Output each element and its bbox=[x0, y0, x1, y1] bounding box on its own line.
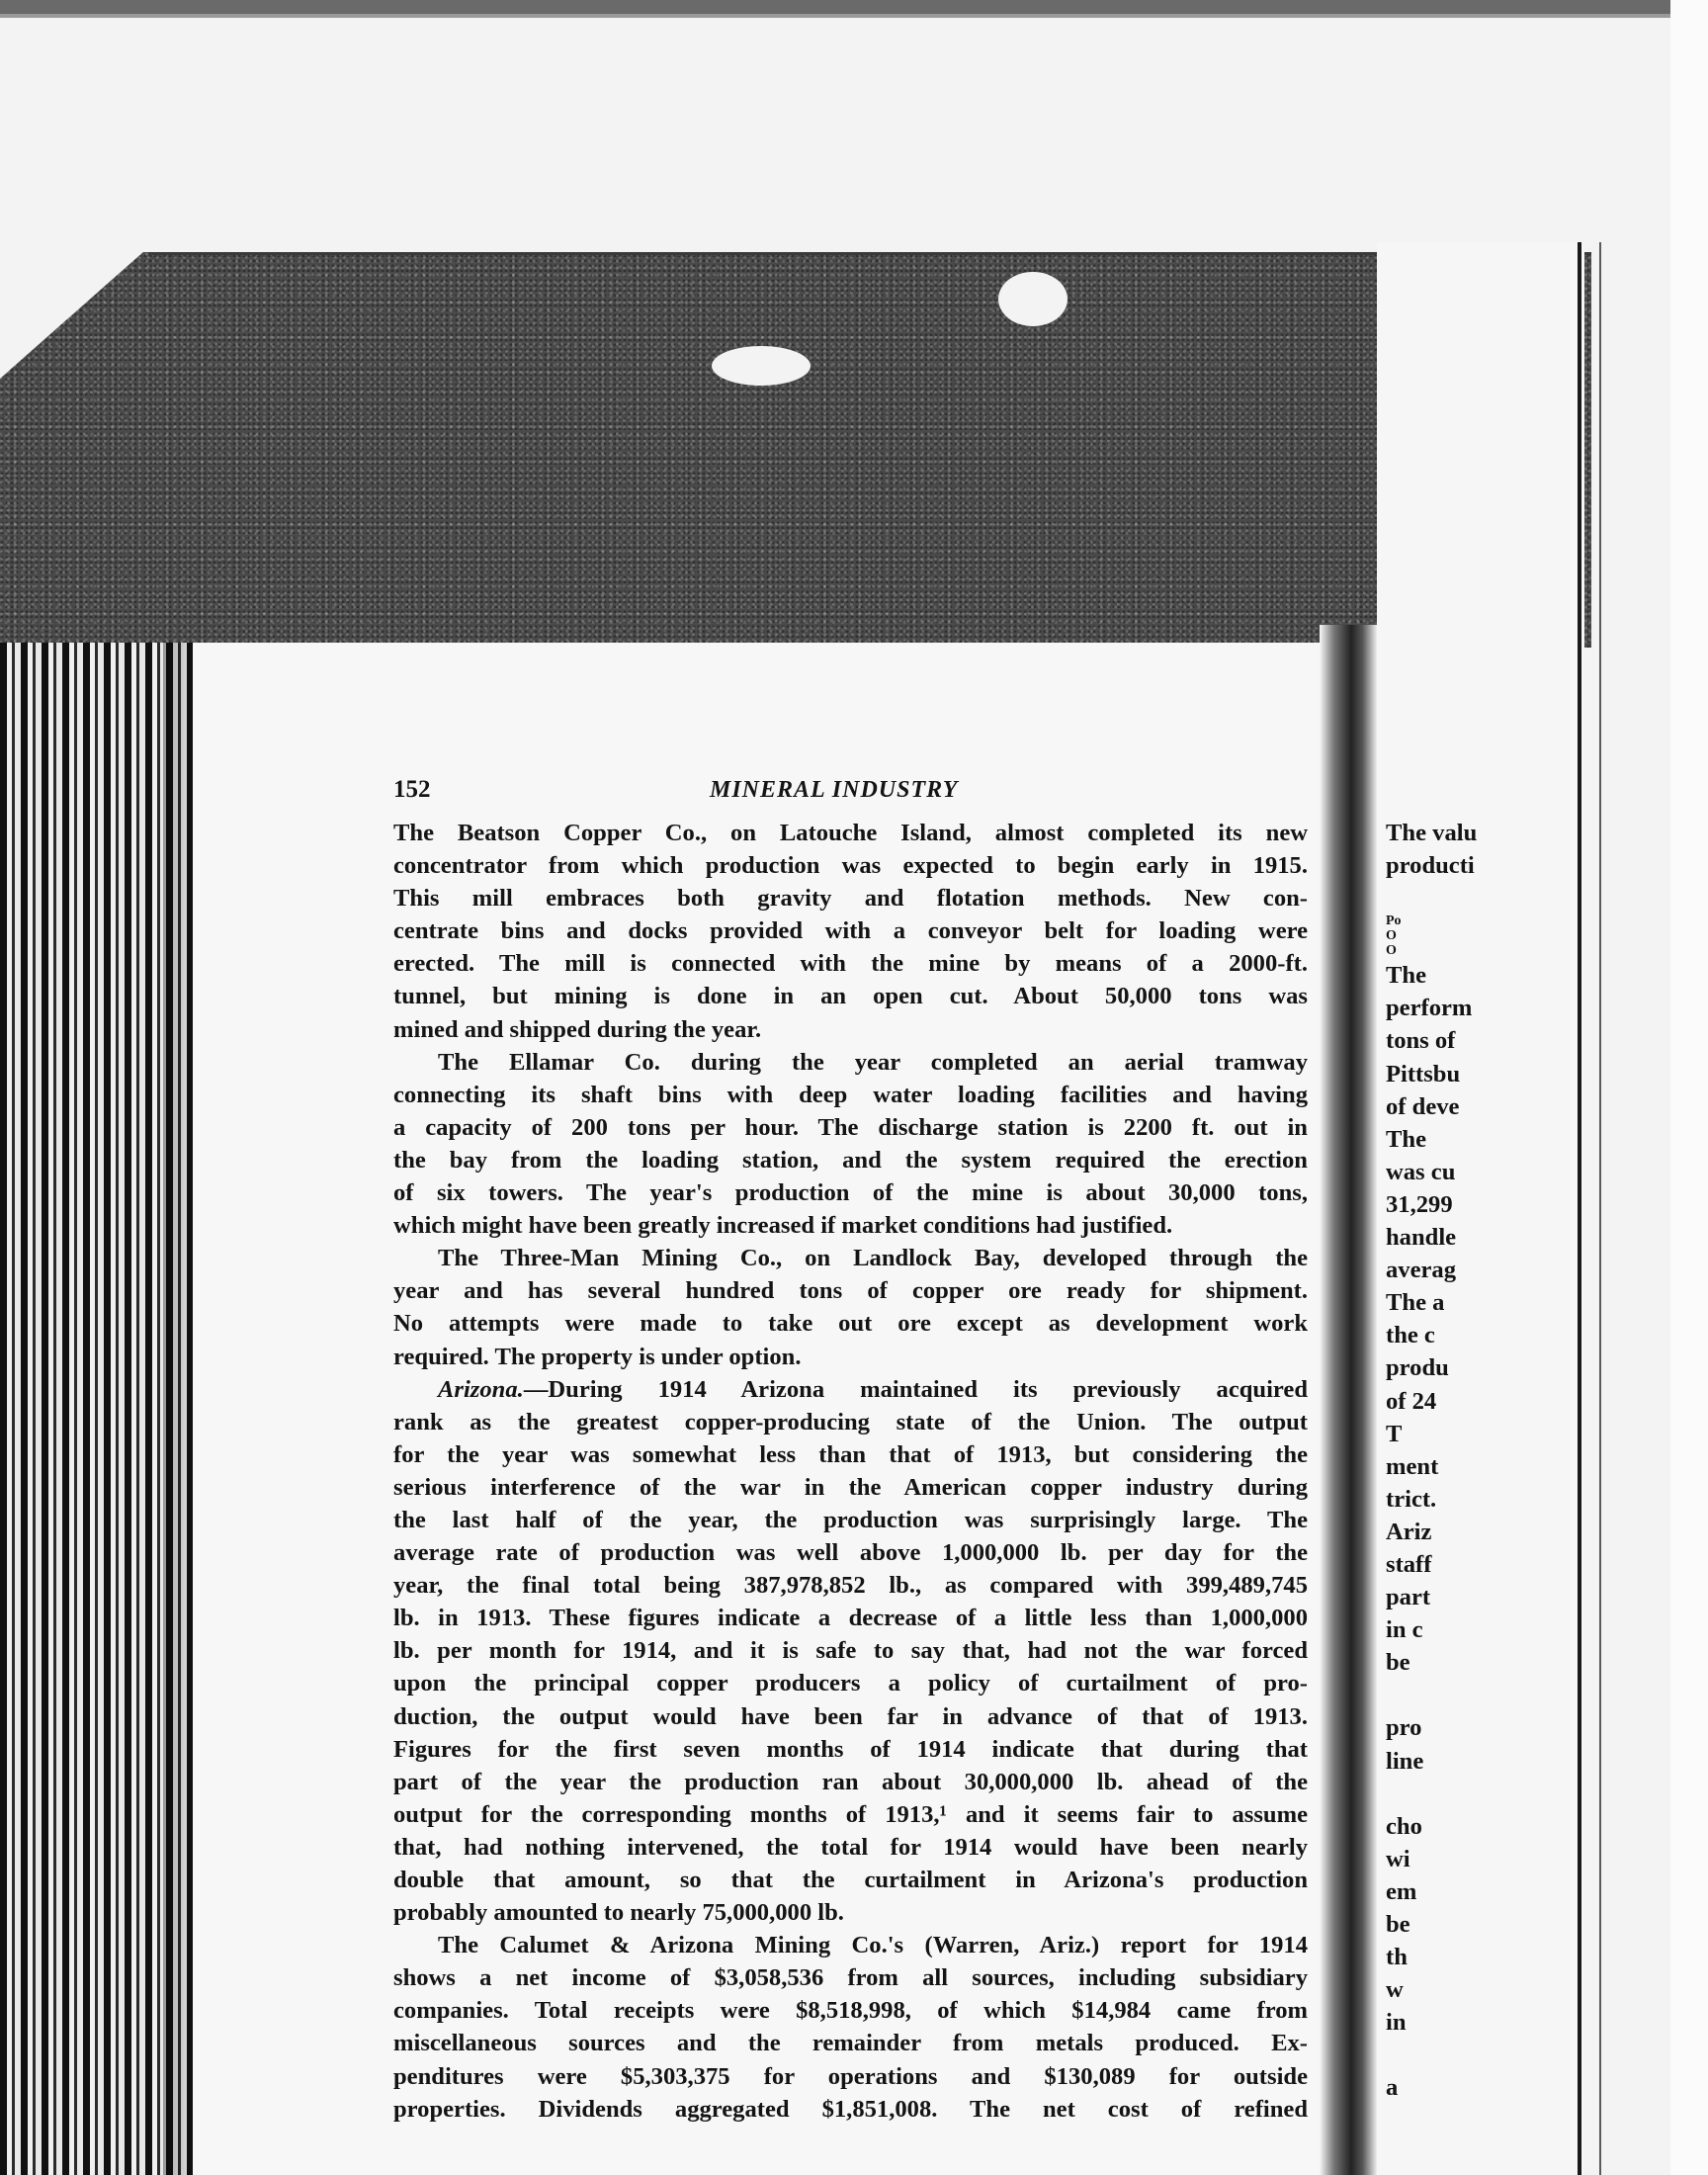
text-line-content: double that amount, so that the curtailment in Arizona's production bbox=[393, 1867, 1308, 1893]
fragment-line: be bbox=[1386, 1911, 1410, 1938]
text-line-content: required. The property is under option. bbox=[393, 1343, 802, 1370]
text-line bbox=[393, 1961, 1308, 1994]
fragment-line: O bbox=[1386, 943, 1397, 959]
running-head: MINERAL INDUSTRY bbox=[710, 777, 959, 803]
text-line bbox=[393, 947, 1308, 980]
fragment-line bbox=[1386, 2039, 1514, 2071]
text-line bbox=[393, 1341, 1308, 1373]
text-line-content: The Ellamar Co. during the year completed an aerial tramway bbox=[438, 1048, 1308, 1076]
text-line bbox=[393, 1307, 1308, 1340]
text-line bbox=[393, 1536, 1308, 1569]
text-line bbox=[393, 1602, 1308, 1634]
page-header bbox=[393, 773, 1301, 807]
text-line bbox=[393, 1176, 1308, 1209]
fragment-line: producti bbox=[1386, 852, 1475, 880]
text-line bbox=[393, 1864, 1308, 1896]
binding-shadow bbox=[163, 643, 193, 2175]
text-line bbox=[393, 1700, 1308, 1733]
text-line bbox=[393, 980, 1308, 1012]
text-line-content: The Calumet & Arizona Mining Co.'s (Warren, Ariz.) report for 1914 bbox=[438, 1932, 1308, 1959]
text-line-content: duction, the output would have been far in advance of that of 1913. bbox=[393, 1702, 1308, 1730]
fragment-line: The bbox=[1386, 962, 1426, 990]
text-line bbox=[393, 1406, 1308, 1438]
text-line-content: The Three-Man Mining Co., on Landlock Bay, developed through the bbox=[438, 1245, 1308, 1272]
fragment-line: averag bbox=[1386, 1257, 1457, 1284]
fragment-line: pro bbox=[1386, 1714, 1422, 1742]
text-line-content: erected. The mill is connected with the mine by means of a 2000-ft. bbox=[393, 950, 1308, 978]
text-line-content: No attempts were made to take out ore except as development work bbox=[393, 1310, 1308, 1338]
text-line bbox=[393, 1242, 1308, 1274]
text-line-content: concentrator from which production was expected to begin early in 1915. bbox=[393, 852, 1308, 880]
text-line bbox=[393, 1013, 1308, 1046]
body-text bbox=[393, 817, 1308, 2126]
text-line-content: output for the corresponding months of 1913,¹ and it seems fair to assume bbox=[393, 1800, 1308, 1828]
text-line bbox=[393, 914, 1308, 947]
text-line bbox=[393, 2093, 1308, 2126]
text-line bbox=[393, 1634, 1308, 1667]
text-line bbox=[393, 1438, 1308, 1471]
text-line-content: for the year was somewhat less than that of 1913, but considering the bbox=[393, 1440, 1308, 1468]
fragment-line: staff bbox=[1386, 1550, 1432, 1578]
text-line-content: This mill embraces both gravity and flotation methods. New con- bbox=[393, 885, 1308, 913]
text-line-content: which might have been greatly increased if market conditions had justified. bbox=[393, 1212, 1173, 1240]
fragment-line: the c bbox=[1386, 1322, 1435, 1349]
text-line-content: centrate bins and docks provided with a conveyor belt for loading were bbox=[393, 917, 1308, 945]
text-line bbox=[393, 1209, 1308, 1242]
text-line bbox=[393, 817, 1308, 849]
text-line-content: penditures were $5,303,375 for operations and $130,089 for outside bbox=[393, 2062, 1308, 2090]
text-line-content: connecting its shaft bins with deep water loading facilities and having bbox=[393, 1081, 1308, 1108]
fragment-line: Po bbox=[1386, 914, 1402, 929]
paper-blot bbox=[998, 272, 1068, 326]
section-lead: Arizona. bbox=[438, 1375, 524, 1403]
page-number: 152 bbox=[393, 776, 431, 803]
fragment-line: th bbox=[1386, 1944, 1408, 1971]
text-line bbox=[393, 1046, 1308, 1079]
fragment-line: w bbox=[1386, 1976, 1404, 2004]
photocopy-dark-band bbox=[0, 252, 1591, 648]
text-line-content: The Beatson Copper Co., on Latouche Island, almost completed its new bbox=[393, 820, 1308, 846]
text-line bbox=[393, 1144, 1308, 1176]
text-line-content: serious interference of the war in the American copper industry during bbox=[393, 1473, 1308, 1501]
fragment-line: produ bbox=[1386, 1354, 1449, 1382]
text-line bbox=[393, 1569, 1308, 1602]
text-line bbox=[393, 1831, 1308, 1864]
text-line bbox=[393, 2060, 1308, 2093]
fragment-line: Pittsbu bbox=[1386, 1060, 1461, 1088]
text-line bbox=[393, 1798, 1308, 1831]
fragment-line: 31,299 bbox=[1386, 1190, 1453, 1218]
text-line-content: probably amounted to nearly 75,000,000 lb. bbox=[393, 1899, 844, 1927]
text-line-content: year, the final total being 387,978,852 lb., as compared with 399,489,745 bbox=[393, 1572, 1308, 1600]
page-edge-line bbox=[1599, 242, 1601, 2175]
fragment-line: The bbox=[1386, 1125, 1426, 1153]
text-line bbox=[393, 1274, 1308, 1307]
fragment-line: em bbox=[1386, 1877, 1417, 1905]
text-line bbox=[393, 1929, 1308, 1961]
fragment-line: was cu bbox=[1386, 1158, 1456, 1185]
text-line bbox=[393, 1504, 1308, 1536]
text-line-content: lb. per month for 1914, and it is safe to say that, had not the war forced bbox=[393, 1637, 1308, 1665]
page-edge-line bbox=[1578, 242, 1581, 2175]
fragment-line: O bbox=[1386, 928, 1397, 944]
text-line-content: the bay from the loading station, and the system required the erection bbox=[393, 1146, 1308, 1174]
fragment-line: ment bbox=[1386, 1452, 1439, 1480]
fragment-line: be bbox=[1386, 1649, 1410, 1677]
fragment-line: of 24 bbox=[1386, 1387, 1437, 1415]
book-gutter bbox=[1320, 625, 1377, 2175]
text-line-content: mined and shipped during the year. bbox=[393, 1015, 762, 1043]
text-line-content: rank as the greatest copper-producing state of the Union. The output bbox=[393, 1408, 1308, 1436]
fragment-line bbox=[1386, 882, 1514, 914]
fragment-line: wi bbox=[1386, 1845, 1410, 1872]
text-line-content: upon the principal copper producers a policy of curtailment of pro- bbox=[393, 1670, 1308, 1697]
text-line bbox=[393, 1667, 1308, 1699]
fragment-line: line bbox=[1386, 1747, 1424, 1775]
fragment-line: a bbox=[1386, 2074, 1399, 2102]
text-line-content: the last half of the year, the production was surprisingly large. The bbox=[393, 1506, 1308, 1533]
text-line bbox=[393, 1896, 1308, 1929]
fragment-line: perform bbox=[1386, 995, 1473, 1022]
text-line bbox=[393, 1111, 1308, 1144]
fragment-line: tons of bbox=[1386, 1027, 1456, 1055]
text-line bbox=[393, 1079, 1308, 1111]
fragment-line: in c bbox=[1386, 1616, 1423, 1644]
fragment-line bbox=[1386, 1778, 1514, 1810]
text-line-content: tunnel, but mining is done in an open cut. About 50,000 tons was bbox=[393, 983, 1308, 1010]
fragment-line bbox=[1386, 1679, 1514, 1711]
fragment-line: T bbox=[1386, 1420, 1403, 1447]
text-line-content: —During 1914 Arizona maintained its previously acquired bbox=[523, 1375, 1308, 1403]
text-line-content: part of the year the production ran about 30,000,000 lb. ahead of the bbox=[393, 1768, 1308, 1795]
text-line-content: year and has several hundred tons of copper ore ready for shipment. bbox=[393, 1277, 1308, 1305]
text-line-content: that, had nothing intervened, the total for 1914 would have been nearly bbox=[393, 1833, 1308, 1861]
fragment-line: Ariz bbox=[1386, 1518, 1432, 1545]
text-line bbox=[393, 2027, 1308, 2059]
text-line-content: shows a net income of $3,058,536 from all sources, including subsidiary bbox=[393, 1964, 1308, 1992]
text-line-content: miscellaneous sources and the remainder from metals produced. Ex- bbox=[393, 2030, 1308, 2057]
text-line bbox=[393, 1471, 1308, 1504]
fragment-line: The valu bbox=[1386, 820, 1478, 846]
text-line-content: of six towers. The year's production of the mine is about 30,000 tons, bbox=[393, 1179, 1308, 1207]
scan-top-edge bbox=[0, 0, 1708, 14]
text-line bbox=[393, 1994, 1308, 2027]
scan-right-margin bbox=[1670, 0, 1708, 2175]
text-line bbox=[393, 1373, 1308, 1406]
fragment-line: of deve bbox=[1386, 1092, 1460, 1120]
text-line-content: properties. Dividends aggregated $1,851,008. The net cost of refined bbox=[393, 2095, 1308, 2123]
text-line-content: lb. in 1913. These figures indicate a decrease of a little less than 1,000,000 bbox=[393, 1605, 1308, 1632]
paper-blot bbox=[712, 346, 811, 386]
text-line bbox=[393, 882, 1308, 914]
text-line-content: a capacity of 200 tons per hour. The discharge station is 2200 ft. out in bbox=[393, 1113, 1308, 1141]
fragment-line: in bbox=[1386, 2009, 1407, 2037]
fragment-line: The a bbox=[1386, 1289, 1445, 1317]
fragment-line: trict. bbox=[1386, 1485, 1437, 1513]
text-line-content: Figures for the first seven months of 1914 indicate that during that bbox=[393, 1735, 1308, 1763]
text-line bbox=[393, 1766, 1308, 1798]
text-line bbox=[393, 849, 1308, 882]
fragment-line: part bbox=[1386, 1584, 1431, 1611]
fragment-line: cho bbox=[1386, 1812, 1422, 1840]
page-top-edge-line bbox=[148, 252, 1591, 255]
fragment-line: handle bbox=[1386, 1224, 1457, 1252]
text-line bbox=[393, 1733, 1308, 1766]
right-page-text-fragment bbox=[1386, 817, 1514, 2105]
text-line-content: companies. Total receipts were $8,518,998, of which $14,984 came from bbox=[393, 1997, 1308, 2025]
text-line-content: average rate of production was well above 1,000,000 lb. per day for the bbox=[393, 1539, 1308, 1567]
